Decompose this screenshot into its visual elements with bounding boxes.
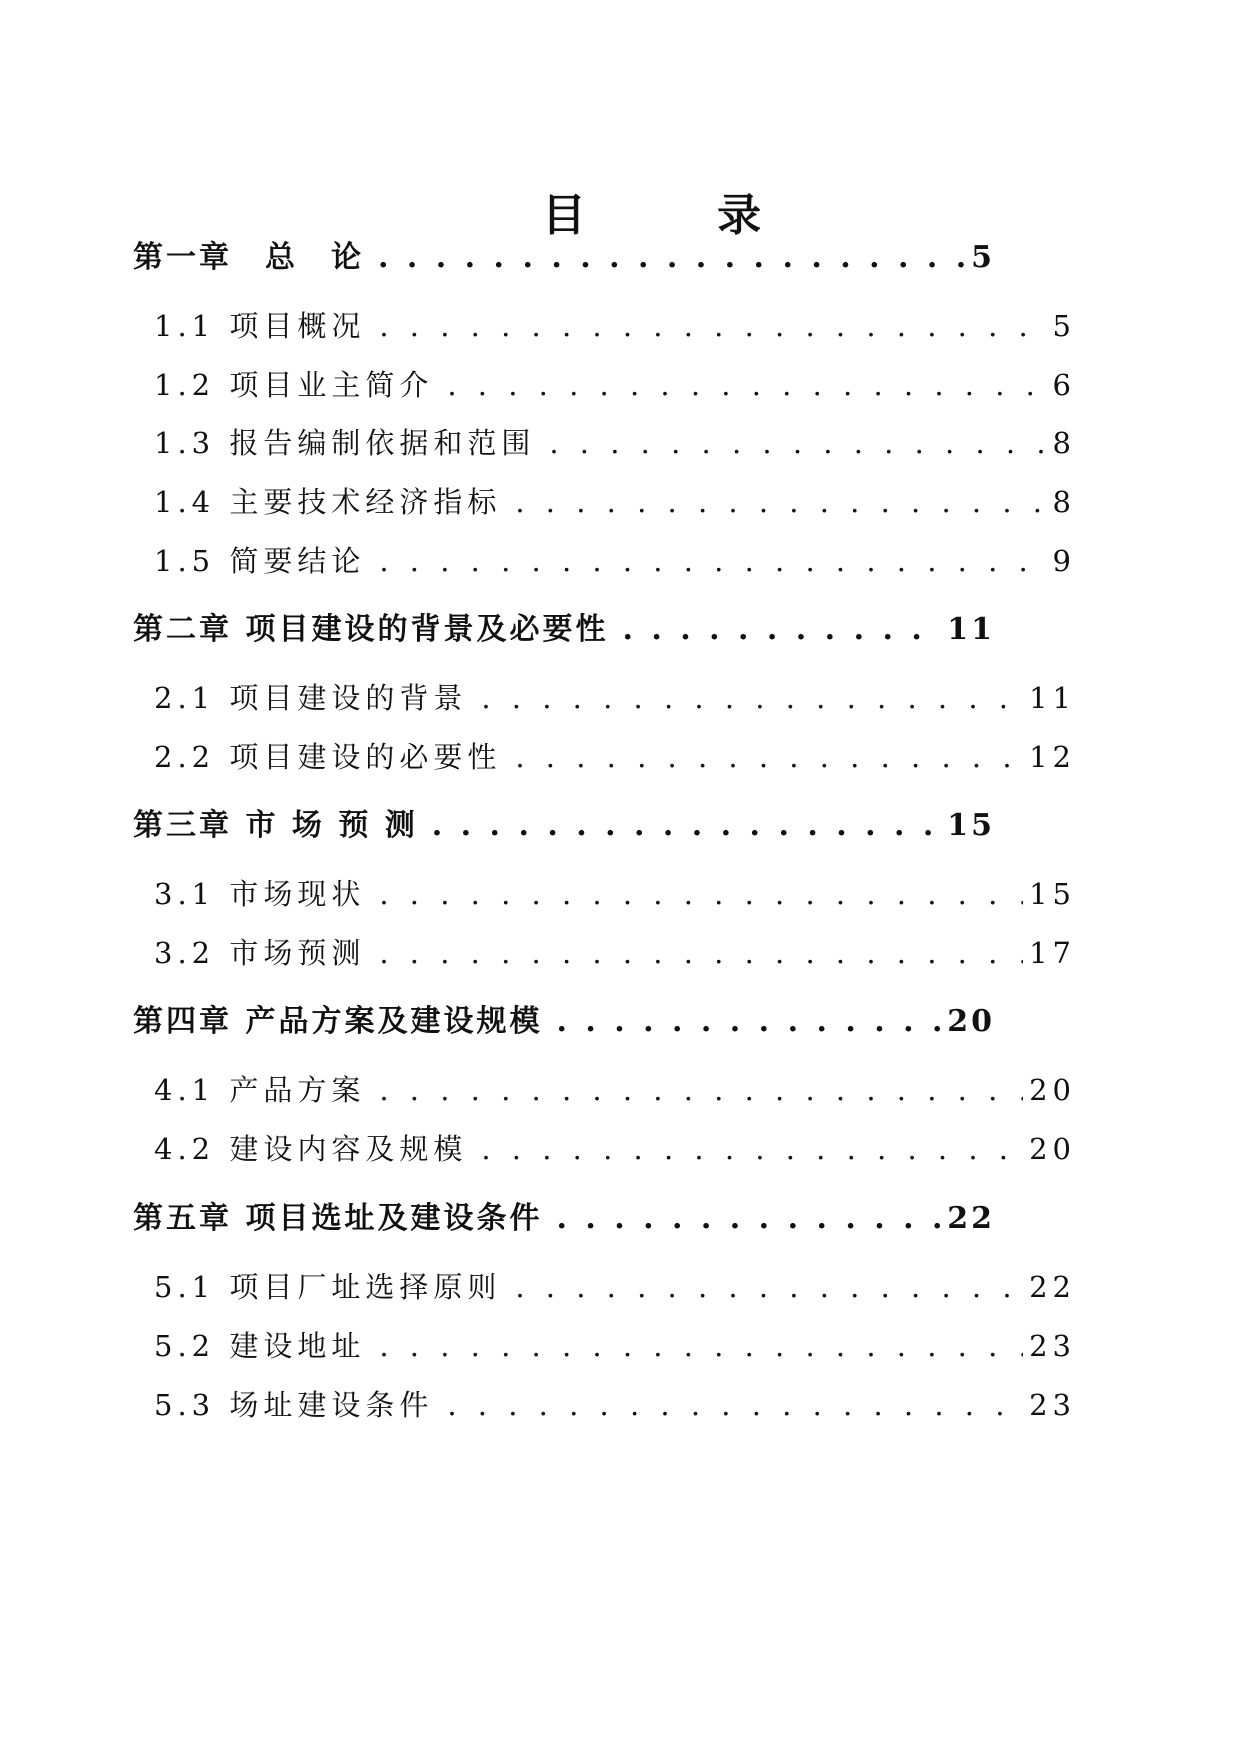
toc-section-3-2[interactable] <box>154 932 1076 974</box>
toc-page-number: 20 <box>947 1004 995 1039</box>
toc-page-number: 23 <box>1029 1329 1076 1363</box>
toc-entry-label: 5.3 场址建设条件 <box>154 1388 434 1422</box>
toc-page-number: 17 <box>1029 936 1076 970</box>
toc-section-1-2[interactable] <box>154 364 1076 406</box>
toc-dot-leader <box>379 305 1046 347</box>
toc-entry-label: 第三章 市 场 预 测 <box>133 808 418 843</box>
toc-dot-leader <box>481 677 1023 719</box>
toc-entry-label: 2.2 项目建设的必要性 <box>154 740 502 774</box>
toc-entry-label: 2.1 项目建设的背景 <box>154 681 468 715</box>
toc-dot-leader <box>481 1128 1023 1170</box>
toc-chapter-1[interactable] <box>133 236 995 280</box>
toc-entry-label: 5.1 项目厂址选择原则 <box>154 1270 502 1304</box>
toc-dot-leader <box>622 608 941 652</box>
toc-chapter-5[interactable] <box>133 1197 995 1241</box>
toc-page-number: 11 <box>1029 681 1076 715</box>
toc-dot-leader <box>379 1325 1023 1367</box>
toc-page-number: 5 <box>1052 309 1076 343</box>
toc-section-1-4[interactable] <box>154 481 1076 523</box>
toc-entry-label: 3.1 市场现状 <box>154 877 366 911</box>
toc-page-number: 12 <box>1029 740 1076 774</box>
toc-entry-label: 第四章 产品方案及建设规模 <box>133 1004 543 1039</box>
toc-page-number: 5 <box>971 240 995 275</box>
toc-entry-label: 4.2 建设内容及规模 <box>154 1132 468 1166</box>
toc-dot-leader <box>556 1000 941 1044</box>
toc-entry-label: 3.2 市场预测 <box>154 936 366 970</box>
toc-dot-leader <box>549 422 1046 464</box>
toc-section-1-3[interactable] <box>154 422 1076 464</box>
toc-page-number: 22 <box>1029 1270 1076 1304</box>
toc-dot-leader <box>515 481 1046 523</box>
toc-page-number: 8 <box>1052 485 1076 519</box>
toc-section-4-1[interactable] <box>154 1069 1076 1111</box>
toc-page-number: 6 <box>1052 368 1076 402</box>
toc-dot-leader <box>447 364 1046 406</box>
toc-entry-label: 第五章 项目选址及建设条件 <box>133 1201 543 1236</box>
toc-page-number: 9 <box>1052 544 1076 578</box>
toc-page-number: 22 <box>947 1201 995 1236</box>
toc-entry-label: 5.2 建设地址 <box>154 1329 366 1363</box>
toc-section-5-1[interactable] <box>154 1266 1076 1308</box>
toc-entry-label: 1.3 报告编制依据和范围 <box>154 426 536 460</box>
toc-page-number: 15 <box>947 808 995 843</box>
toc-dot-leader <box>378 236 965 280</box>
toc-entry-label: 1.1 项目概况 <box>154 309 366 343</box>
toc-section-2-2[interactable] <box>154 736 1076 778</box>
toc-section-2-1[interactable] <box>154 677 1076 719</box>
toc-page-number: 20 <box>1029 1132 1076 1166</box>
toc-section-1-5[interactable] <box>154 540 1076 582</box>
toc-section-4-2[interactable] <box>154 1128 1076 1170</box>
toc-entry-label: 第一章 总 论 <box>133 240 364 275</box>
toc-entry-label: 第二章 项目建设的背景及必要性 <box>133 612 609 647</box>
toc-section-5-3[interactable] <box>154 1384 1076 1426</box>
toc-dot-leader <box>432 804 941 848</box>
toc-chapter-2[interactable] <box>133 608 995 652</box>
toc-section-3-1[interactable] <box>154 873 1076 915</box>
toc-section-5-2[interactable] <box>154 1325 1076 1367</box>
toc-dot-leader <box>556 1197 941 1241</box>
toc-dot-leader <box>515 1266 1023 1308</box>
toc-dot-leader <box>447 1384 1023 1426</box>
toc-entry-label: 4.1 产品方案 <box>154 1073 366 1107</box>
toc-chapter-3[interactable] <box>133 804 995 848</box>
toc-dot-leader <box>379 873 1023 915</box>
toc-page-number: 8 <box>1052 426 1076 460</box>
toc-dot-leader <box>379 932 1023 974</box>
toc-chapter-4[interactable] <box>133 1000 995 1044</box>
toc-page-number: 20 <box>1029 1073 1076 1107</box>
toc-dot-leader <box>379 1069 1023 1111</box>
toc-page-number: 11 <box>947 612 995 647</box>
toc-entry-label: 1.2 项目业主简介 <box>154 368 434 402</box>
toc-entry-label: 1.5 简要结论 <box>154 544 366 578</box>
toc-page-number: 23 <box>1029 1388 1076 1422</box>
toc-page-number: 15 <box>1029 877 1076 911</box>
toc-entry-label: 1.4 主要技术经济指标 <box>154 485 502 519</box>
toc-dot-leader <box>379 540 1046 582</box>
toc-section-1-1[interactable] <box>154 305 1076 347</box>
toc-dot-leader <box>515 736 1023 778</box>
toc-title: 目 录 <box>541 190 820 241</box>
